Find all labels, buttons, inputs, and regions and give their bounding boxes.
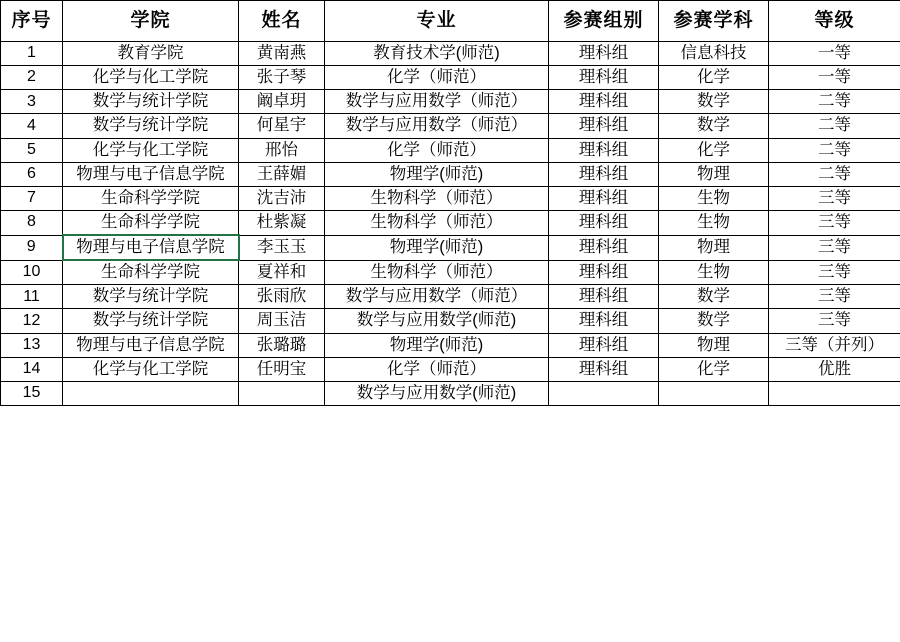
cell-level[interactable]: 三等（并列） (769, 333, 900, 357)
cell-group[interactable]: 理科组 (549, 42, 659, 66)
cell-name[interactable]: 张子琴 (239, 66, 325, 90)
cell-level[interactable]: 三等 (769, 309, 900, 333)
cell-group[interactable]: 理科组 (549, 285, 659, 309)
table-row[interactable] (1, 285, 900, 309)
cell-index[interactable]: 5 (1, 138, 63, 162)
cell-index[interactable]: 12 (1, 309, 63, 333)
cell-index[interactable]: 6 (1, 162, 63, 186)
cell-name[interactable]: 夏祥和 (239, 260, 325, 285)
cell-subject[interactable]: 生物 (659, 186, 769, 210)
cell-major[interactable]: 数学与应用数学（师范） (325, 285, 549, 309)
cell-name[interactable]: 沈吉沛 (239, 186, 325, 210)
cell-index[interactable]: 4 (1, 114, 63, 138)
cell-name[interactable]: 王薛媚 (239, 162, 325, 186)
cell-name[interactable]: 杜紫凝 (239, 210, 325, 235)
cell-major[interactable]: 生物科学（师范） (325, 260, 549, 285)
cell-college[interactable]: 生命科学学院 (63, 186, 239, 210)
cell-index[interactable]: 11 (1, 285, 63, 309)
column-header-subject: 参赛学科 (659, 1, 769, 42)
cell-level[interactable]: 二等 (769, 90, 900, 114)
cell-major[interactable]: 生物科学（师范） (325, 210, 549, 235)
cell-subject[interactable]: 物理 (659, 162, 769, 186)
cell-college[interactable]: 教育学院 (63, 42, 239, 66)
cell-group[interactable]: 理科组 (549, 309, 659, 333)
cell-subject[interactable]: 物理 (659, 333, 769, 357)
cell-level[interactable]: 优胜 (769, 357, 900, 381)
cell-subject[interactable]: 化学 (659, 357, 769, 381)
cell-name[interactable]: 张璐璐 (239, 333, 325, 357)
table-row[interactable] (1, 42, 900, 66)
column-header-index: 序号 (1, 1, 63, 42)
cell-index[interactable]: 14 (1, 357, 63, 381)
cell-major[interactable]: 化学（师范） (325, 357, 549, 381)
cell-index[interactable]: 15 (1, 381, 63, 405)
cell-level[interactable]: 三等 (769, 235, 900, 260)
cell-group[interactable]: 理科组 (549, 186, 659, 210)
cell-level[interactable] (769, 381, 900, 405)
cell-group[interactable]: 理科组 (549, 260, 659, 285)
column-header-group: 参赛组别 (549, 1, 659, 42)
cell-level[interactable]: 三等 (769, 260, 900, 285)
cell-major[interactable]: 教育技术学(师范) (325, 42, 549, 66)
cell-major[interactable]: 物理学(师范) (325, 235, 549, 260)
cell-name[interactable] (239, 381, 325, 405)
cell-level[interactable]: 三等 (769, 186, 900, 210)
cell-college[interactable]: 化学与化工学院 (63, 66, 239, 90)
cell-major[interactable]: 生物科学（师范） (325, 186, 549, 210)
cell-college[interactable]: 化学与化工学院 (63, 357, 239, 381)
cell-name[interactable]: 任明宝 (239, 357, 325, 381)
cell-college[interactable]: 生命科学学院 (63, 210, 239, 235)
table-header-row (1, 1, 900, 42)
cell-group[interactable]: 理科组 (549, 235, 659, 260)
table-row[interactable] (1, 66, 900, 90)
table-row[interactable] (1, 162, 900, 186)
cell-subject[interactable]: 数学 (659, 309, 769, 333)
cell-level[interactable]: 二等 (769, 114, 900, 138)
cell-subject[interactable]: 化学 (659, 138, 769, 162)
cell-college[interactable]: 物理与电子信息学院 (63, 235, 239, 260)
cell-major[interactable]: 数学与应用数学(师范) (325, 381, 549, 405)
table-row[interactable] (1, 333, 900, 357)
cell-index[interactable]: 13 (1, 333, 63, 357)
table-row[interactable] (1, 186, 900, 210)
cell-level[interactable]: 二等 (769, 162, 900, 186)
cell-subject[interactable] (659, 381, 769, 405)
cell-college[interactable]: 数学与统计学院 (63, 309, 239, 333)
cell-group[interactable]: 理科组 (549, 114, 659, 138)
cell-major[interactable]: 化学（师范） (325, 138, 549, 162)
cell-subject[interactable]: 物理 (659, 235, 769, 260)
column-header-college: 学院 (63, 1, 239, 42)
column-header-major: 专业 (325, 1, 549, 42)
column-header-name: 姓名 (239, 1, 325, 42)
cell-name[interactable]: 黄南燕 (239, 42, 325, 66)
table-row[interactable] (1, 90, 900, 114)
cell-college[interactable] (63, 381, 239, 405)
cell-group[interactable]: 理科组 (549, 333, 659, 357)
cell-college[interactable]: 数学与统计学院 (63, 285, 239, 309)
cell-major[interactable]: 数学与应用数学（师范） (325, 114, 549, 138)
cell-name[interactable]: 邢怡 (239, 138, 325, 162)
cell-level[interactable]: 三等 (769, 210, 900, 235)
cell-name[interactable]: 周玉洁 (239, 309, 325, 333)
table-row[interactable] (1, 381, 900, 405)
cell-major[interactable]: 物理学(师范) (325, 333, 549, 357)
cell-index[interactable]: 7 (1, 186, 63, 210)
cell-college[interactable]: 数学与统计学院 (63, 90, 239, 114)
cell-level[interactable]: 一等 (769, 42, 900, 66)
table-row[interactable] (1, 138, 900, 162)
cell-major[interactable]: 数学与应用数学(师范) (325, 309, 549, 333)
cell-group[interactable]: 理科组 (549, 90, 659, 114)
table-row[interactable] (1, 114, 900, 138)
cell-index[interactable]: 10 (1, 260, 63, 285)
table-row[interactable] (1, 309, 900, 333)
cell-group[interactable]: 理科组 (549, 210, 659, 235)
cell-group[interactable]: 理科组 (549, 162, 659, 186)
column-header-level: 等级 (769, 1, 900, 42)
cell-major[interactable]: 物理学(师范) (325, 162, 549, 186)
table-row[interactable] (1, 235, 900, 260)
cell-subject[interactable]: 生物 (659, 210, 769, 235)
cell-level[interactable]: 一等 (769, 66, 900, 90)
cell-college[interactable]: 物理与电子信息学院 (63, 333, 239, 357)
cell-index[interactable]: 2 (1, 66, 63, 90)
cell-college[interactable]: 化学与化工学院 (63, 138, 239, 162)
cell-name[interactable]: 何星宇 (239, 114, 325, 138)
cell-college[interactable]: 数学与统计学院 (63, 114, 239, 138)
cell-subject[interactable]: 生物 (659, 260, 769, 285)
table-row[interactable] (1, 260, 900, 285)
cell-major[interactable]: 化学（师范） (325, 66, 549, 90)
table-body (1, 42, 900, 406)
cell-level[interactable]: 二等 (769, 138, 900, 162)
cell-subject[interactable]: 信息科技 (659, 42, 769, 66)
cell-group[interactable] (549, 381, 659, 405)
cell-group[interactable]: 理科组 (549, 357, 659, 381)
cell-subject[interactable]: 数学 (659, 285, 769, 309)
cell-index[interactable]: 1 (1, 42, 63, 66)
cell-subject[interactable]: 化学 (659, 66, 769, 90)
cell-major[interactable]: 数学与应用数学（师范） (325, 90, 549, 114)
cell-name[interactable]: 张雨欣 (239, 285, 325, 309)
cell-level[interactable]: 三等 (769, 285, 900, 309)
table-row[interactable] (1, 210, 900, 235)
cell-index[interactable]: 8 (1, 210, 63, 235)
cell-college[interactable]: 生命科学学院 (63, 260, 239, 285)
cell-group[interactable]: 理科组 (549, 138, 659, 162)
cell-college[interactable]: 物理与电子信息学院 (63, 162, 239, 186)
cell-subject[interactable]: 数学 (659, 90, 769, 114)
cell-name[interactable]: 阚卓玥 (239, 90, 325, 114)
cell-index[interactable]: 3 (1, 90, 63, 114)
table-row[interactable] (1, 357, 900, 381)
cell-group[interactable]: 理科组 (549, 66, 659, 90)
cell-index[interactable]: 9 (1, 235, 63, 260)
cell-subject[interactable]: 数学 (659, 114, 769, 138)
cell-name[interactable]: 李玉玉 (239, 235, 325, 260)
